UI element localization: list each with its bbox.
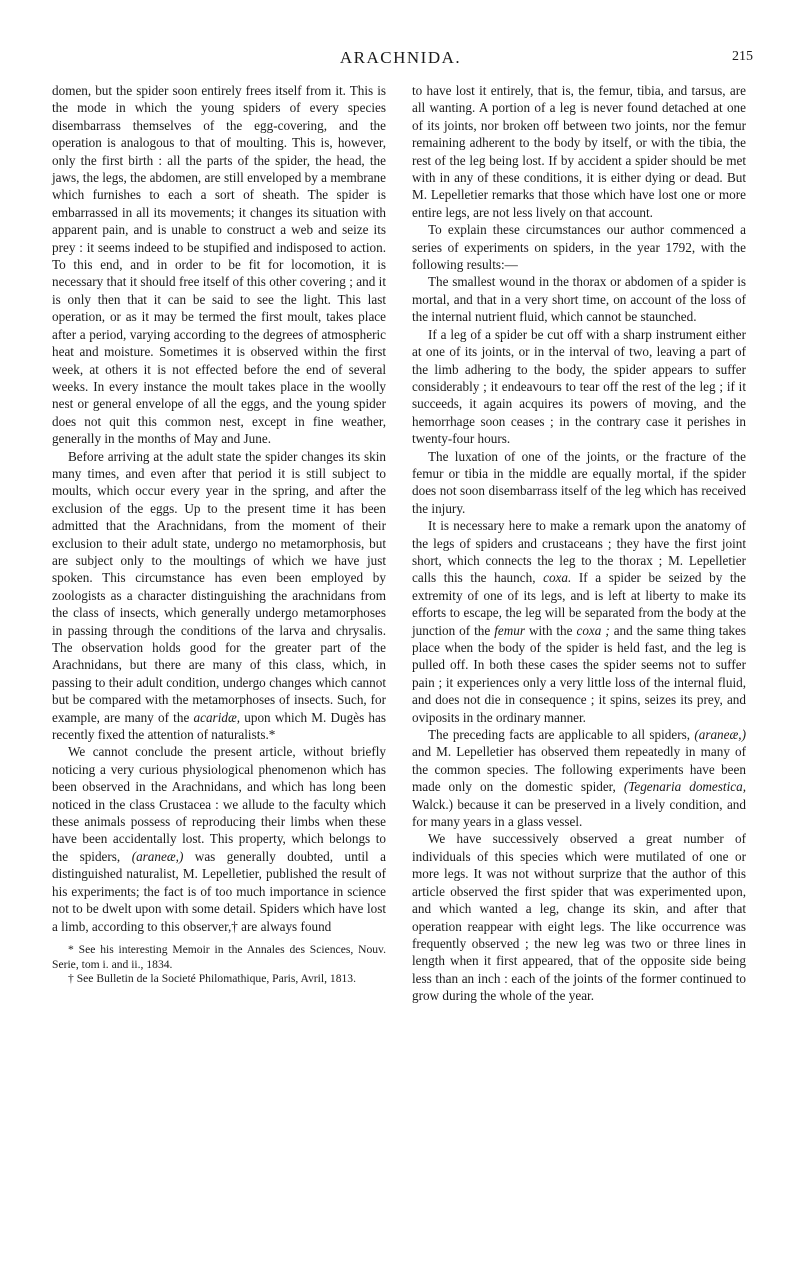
italic-term: (Tegenaria domestica, [623,779,746,795]
paragraph-text: It is necessary here to make a remark upon the anatomy of the legs of spiders and crustaceans ; they have the first joint short, which connects the leg to the thorax ; M. Lepelletier calls this the haunch, [412,518,746,586]
italic-term: acaridæ, [193,709,241,725]
paragraph-text: and M. Lepelletier has observed them repeatedly in many of the common species. The following experiments have been made only on the domestic spider, [412,744,746,795]
paragraph: The luxation of one of the joints, or the fracture of the femur or tibia in the middle are equally mortal, if the spider does not soon disembarrass itself of the leg which has received the injury. [412,448,746,516]
paragraph [412,726,746,830]
paragraph: to have lost it entirely, that is, the femur, tibia, and tarsus, are all wanting. A portion of a leg is never found detached at one of its joints, nor broken off between two joints, nor the femur remaining adherent to the body by itself, or with the tibia, the rest of the leg being lost. If by accident a spider should be met with in any of these conditions, it is either dying or dead. But M. Lepelletier remarks that those which have lost one or more entire legs, are not less lively on that account. [412,83,746,220]
paragraph-text: and the same thing takes place when the body of the spider is held fast, and the leg is pulled off. In both these cases the spider seems not to suffer pain ; it experiences only a very little loss of the internal fluid, and does not die in consequence ; it spins, seizes its prey, and oviposits in the ordinary manner. [412,622,747,725]
paragraph-text: We cannot conclude the present article, without briefly noticing a very curious physiological phenomenon which has been observed in the Arachnidans, and which has long been noticed in the class Crustacea : we allude to the faculty which these animals possess of reproducing their limbs when these have been accidentally lost. This property, which belongs to the spiders, [52,744,386,864]
paragraph: We have successively observed a great number of individuals of this species which were mutilated of one or more legs. It was not without surprize that the author of this article observed the first spider that was experimented upon, and which wanted a leg, change its skin, and after that operation reappear with eight legs. The like occurrence was frequently observed ; the new leg was two or three lines in length when it first appeared, that of the opposite side being less than an inch : each of the joints of the former continued to grow during the whole of the year. [412,831,746,1004]
italic-term: (araneæ,) [131,848,184,864]
italic-term: coxa. [543,570,572,586]
italic-term: femur [494,622,525,638]
left-column [52,82,386,987]
footnote: † See Bulletin de la Societé Philomathique, Paris, Avril, 1813. [68,972,356,986]
paragraph-text: Before arriving at the adult state the spider changes its skin many times, and even after that period it is still subject to moults, which occur every year in the spring, and after the exclusion of the eggs. Up to the present time it has been admitted that the Arachnidans, from the moment of their exclusion to their adult state, undergo no metamorphosis, but are subject only to the moultings of which we have just spoken. This circumstance has even been employed by zoologists as a character distinguishing the arachnidans from the class of insects, which generally undergo metamorphoses in passing through the conditions of the larva and chrysalis. The observation holds good for the greater part of the Arachnidans, but there are many of this class, which, in passing to their adult condition, undergo changes which cannot but be compared with the metamorphoses of insects. Such, for example, are many of the [52,448,386,725]
paragraph: The smallest wound in the thorax or abdomen of a spider is mortal, and that in a very short time, on account of the loss of the internal nutrient fluid, which cannot be staunched. [412,274,746,325]
paragraph-text: with the [528,622,573,638]
paragraph-text: upon which M. Dugès has recently fixed the attention of naturalists.* [52,709,387,743]
footnotes [52,943,386,987]
paragraph [52,82,386,448]
footnote: * See his interesting Memoir in the Annales des Sciences, Nouv. Serie, tom i. and ii., 1834. [52,942,386,971]
paragraph: To explain these circumstances our author commenced a series of experiments on spiders, in the year 1792, with the following results:— [412,222,746,273]
paragraph-text: The preceding facts are applicable to all spiders, [428,727,691,743]
italic-term: (araneæ,) [694,727,746,743]
paragraph-text: domen, but the spider soon entirely frees itself from it. This is the mode in which the young spiders of every species disembarrass themselves of the egg-covering, and the operation is analogous to that of moulting. This is, however, only the first birth : all the parts of the spider, the head, the jaws, the legs, the abdomen, are still enveloped by a membrane which furnishes to each a sort of sheath. The spider is embarrassed in all its movements; it changes its situation with apparent pain, and is unable to construct a web and seize its prey : it seems indeed to be stupified and indisposed to action. To this end, and in order to be fit for locomotion, it is necessary that it should free itself of this other covering ; and it is only then that it can be said to see the light. This last operation, or as it may be termed the first moult, takes place after a period, varying according to the degrees of atmospheric heat and moisture. Sometimes it is observed within the first week, at others it is not effected before the end of several weeks. In every instance the moult takes place in the woolly nest or general envelope of all the eggs, and the young spider does not quit this common nest, except in fine weather, generally in the months of May and June. [52,83,386,447]
running-title: ARACHNIDA. [339,48,462,67]
paragraph: If a leg of a spider be cut off with a sharp instrument either at one of its joints, or in the interval of two, leaving a part of the limb adhering to the body, the spider appears to suffer considerably ; it endeavours to tear off the rest of the leg ; if it succeeds, it again acquires its powers of moving, and the hemorrhage soon ceases ; in the contrary case it perishes in twenty-four hours. [412,326,746,447]
italic-term: coxa ; [576,622,610,638]
paragraph-text: If a spider be seized by the extremity of one of its legs, and is left at liberty to make its efforts to escape, the leg will be separated from the body at the junction of the [412,570,747,638]
page-header [0,48,801,70]
paragraph-text: was generally doubted, until a distinguished naturalist, M. Lepelletier, published the result of his experiments; the fact is of too much importance in science not to be dwelt upon with some detail. Spiders which have lost a limb, according to this observer,† are always found [52,848,386,934]
right-column [412,82,746,1005]
paragraph-text: Walck.) because it can be preserved in a lively condition, and for many years in a glass vessel. [412,796,746,830]
paragraph [52,448,386,744]
paragraph [52,743,386,934]
paragraph [412,517,746,726]
page-number: 215 [732,49,753,64]
